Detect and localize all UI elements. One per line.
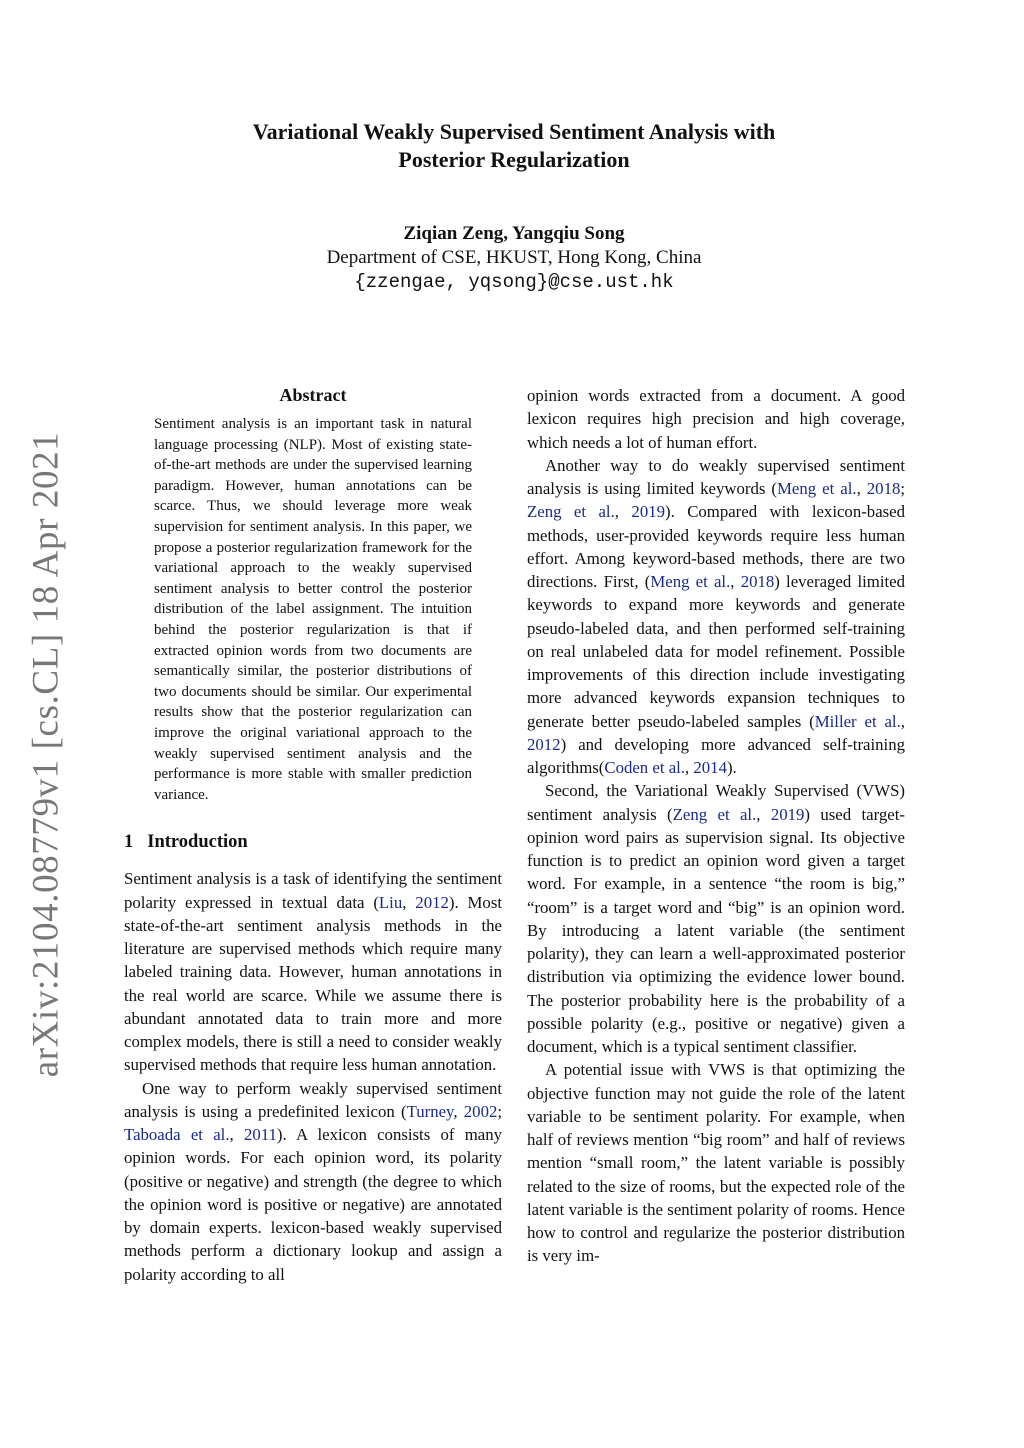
- citation-link[interactable]: Turney: [406, 1101, 454, 1121]
- intro-paragraph-2: One way to perform weakly supervised sentiment analysis is using a predefinited lexicon (Turney, 2002; Taboada et al., 2011). A lexicon consists of many opinion words. For each opinion word, its polarity (positive or negative) and strength (the degree to which the opinion word is positive or negative) are annotated by domain experts. lexicon-based weakly supervised methods perform a dictionary lookup and assign a polarity according to all: [124, 1078, 503, 1284]
- citation-link[interactable]: Taboada et al.: [124, 1125, 230, 1145]
- citation-link[interactable]: 2002: [463, 1101, 498, 1121]
- citation-link[interactable]: 2012: [415, 892, 449, 912]
- title-line-2: Posterior Regularization: [398, 147, 630, 172]
- citation-link[interactable]: 2018: [866, 479, 901, 498]
- arxiv-identifier: arXiv:2104.08779v1 [cs.CL] 18 Apr 2021: [25, 431, 67, 1077]
- section-title: Introduction: [147, 832, 248, 853]
- right-paragraph-3: Second, the Variational Weakly Supervised (VWS) sentiment analysis (Zeng et al., 2019) used target-opinion word pairs as supervision signal. Its objective function is to predict an opinion word given a target word. For example, in a sentence “the room is big,” “room” is a target word and “big” is an opinion word. By introducing a latent variable (the sentiment polarity), they can learn a well-approximated posterior distribution via optimizing the evidence lower bound. The posterior probability here is the probability of a possible polarity (e.g., positive or negative) given a document, which is a typical sentiment classifier.: [527, 781, 905, 1056]
- citation-link[interactable]: Miller et al.: [814, 711, 901, 731]
- left-column: [124, 384, 502, 1286]
- citation-link[interactable]: 2019: [770, 804, 805, 824]
- paper-title: [124, 118, 904, 174]
- section-heading-introduction: [124, 831, 502, 853]
- citation-link[interactable]: 2018: [740, 572, 775, 591]
- citation-link[interactable]: 2011: [243, 1125, 277, 1145]
- author-block: [124, 222, 904, 294]
- right-paragraph-4: A potential issue with VWS is that optimizing the objective function may not guide the role of the latent variable to be sentiment polarity. For example, when half of reviews mention “big room” and half of reviews mention “small room,” the latent variable is possibly related to the size of rooms, but the expected role of the latent variable is the sentiment polarity of rooms. Hence how to control and regularize the posterior distribution is very im-: [527, 1060, 905, 1266]
- affiliation: Department of CSE, HKUST, Hong Kong, China: [326, 247, 702, 268]
- right-column: [527, 384, 905, 1268]
- abstract-heading: Abstract: [279, 385, 347, 405]
- citation-link[interactable]: 2012: [527, 734, 561, 754]
- right-paragraph-1: opinion words extracted from a document. A good lexicon requires high precision and high coverage, which needs a lot of human effort.: [527, 386, 905, 452]
- citation-link[interactable]: Zeng et al.: [672, 804, 757, 824]
- citation-link[interactable]: Meng et al.: [650, 572, 731, 591]
- right-paragraph-2: Another way to do weakly supervised sentiment analysis is using limited keywords (Meng et al., 2018; Zeng et al., 2019). Compared with lexicon-based methods, user-provided keywords require less human effort. Among keyword-based methods, there are two directions. First, (Meng et al., 2018) leveraged limited keywords to expand more keywords and generate pseudo-labeled data, and then performed self-training on real unlabeled data for model refinement. Possible improvements of this direction include investigating more advanced keywords expansion techniques to generate better pseudo-labeled samples (Miller et al., 2012) and developing more advanced self-training algorithms(Coden et al., 2014).: [527, 455, 906, 777]
- section-number: 1: [124, 832, 134, 853]
- title-line-1: Variational Weakly Supervised Sentiment Analysis with: [252, 119, 776, 144]
- author-names: Ziqian Zeng, Yangqiu Song: [403, 223, 625, 244]
- intro-paragraph-1: Sentiment analysis is a task of identifying the sentiment polarity expressed in textual data (Liu, 2012). Most state-of-the-art sentiment analysis methods in the literature are supervised methods which require many labeled training data. However, human annotations in the real world are scarce. While we assume there is abundant annotated data to train more and more complex models, there is still a need to consider weakly supervised methods that require less human annotation.: [124, 869, 503, 1075]
- abstract-text: Sentiment analysis is an important task in natural language processing (NLP). Most of existing state-of-the-art methods are under the supervised learning paradigm. However, human annotations can be scarce. Thus, we should leverage more weak supervision for sentiment analysis. In this paper, we propose a posterior regularization framework for the variational approach to the weakly supervised sentiment analysis to better control the posterior distribution of the label assignment. The intuition behind the posterior regularization is that if extracted opinion words from two documents are semantically similar, the posterior distributions of two documents should be similar. Our experimental results show that the posterior regularization can improve the original variational approach to the weakly supervised sentiment analysis and the performance is more stable with smaller prediction variance.: [154, 416, 472, 803]
- citation-link[interactable]: Meng et al.: [777, 479, 857, 498]
- citation-link[interactable]: Coden et al.: [604, 758, 685, 777]
- citation-link[interactable]: 2019: [631, 502, 665, 522]
- arxiv-sidebar-stamp: [25, 431, 67, 1077]
- author-emails: {zzengae, yqsong}@cse.ust.hk: [354, 271, 674, 293]
- citation-link[interactable]: 2014: [693, 758, 727, 777]
- citation-link[interactable]: Zeng et al.: [527, 502, 615, 522]
- citation-link[interactable]: Liu: [378, 892, 403, 912]
